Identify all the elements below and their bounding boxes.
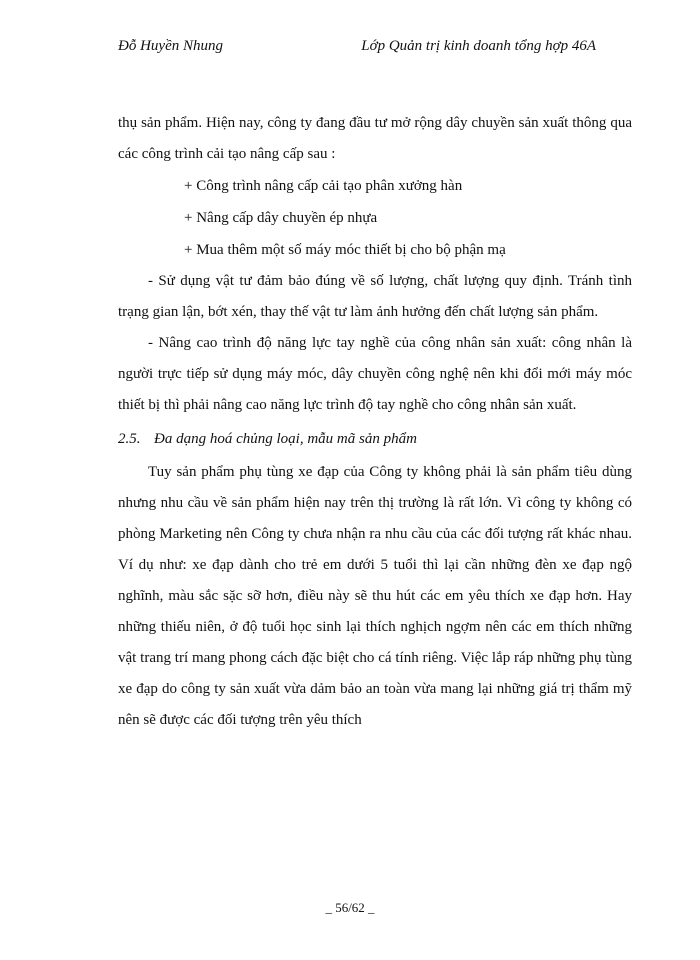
header-author: Đỗ Huyền Nhung [118, 38, 223, 54]
page-number: _ 56/62 _ [325, 900, 375, 915]
page-header [118, 38, 596, 60]
list-item: + Công trình nâng cấp cải tạo phân xưởng hàn [184, 178, 463, 194]
section-heading [118, 421, 632, 457]
list-item: + Mua thêm một số máy móc thiết bị cho bộ phận mạ [184, 242, 506, 258]
paragraph-continuation: thụ sản phẩm. Hiện nay, công ty đang đầu tư mở rộng dây chuyền sản xuất thông qua các công trình cải tạo nâng cấp sau : [118, 115, 632, 162]
section-title: Đa dạng hoá chủng loại, mẫu mã sản phẩm [154, 431, 417, 447]
paragraph-workers: - Nâng cao trình độ năng lực tay nghề của công nhân sản xuất: công nhân là người trực tiếp sử dụng máy móc, dây chuyền công nghệ nên khi đổi mới máy móc thiết bị thì phải nâng cao năng lực trình độ tay nghề cho công nhân sản xuất. [118, 335, 632, 413]
list-item: + Nâng cấp dây chuyền ép nhựa [184, 210, 378, 226]
section-number: 2.5. [118, 431, 141, 447]
paragraph-materials: - Sử dụng vật tư đảm bảo đúng về số lượng, chất lượng quy định. Tránh tình trạng gian lận, bớt xén, thay thế vật tư làm ảnh hưởng đến chất lượng sản phẩm. [118, 273, 632, 320]
document-body [118, 108, 632, 736]
header-class: Lớp Quản trị kinh doanh tổng hợp 46A [361, 38, 596, 54]
paragraph-diversification: Tuy sản phẩm phụ tùng xe đạp của Công ty không phải là sản phẩm tiêu dùng nhưng nhu cầu về sản phẩm hiện nay trên thị trường là rất lớn. Vì công ty không có phòng Marketing nên Công ty chưa nhận ra nhu cầu của các đối tượng rất khác nhau. Ví dụ như: xe đạp dành cho trẻ em dưới 5 tuổi thì lại cần những đèn xe đạp ngộ nghĩnh, màu sắc sặc sỡ hơn, điều này sẽ thu hút các em yêu thích xe đạp hơn. Hay những thiếu niên, ở độ tuổi học sinh lại thích nghịch ngợm nên các em thích những vật trang trí mang phong cách đặc biệt cho cá tính riêng. Việc lắp ráp những phụ tùng xe đạp do công ty sản xuất vừa dảm bảo an toàn vừa mang lại những giá trị thẩm mỹ nên sẽ được các đối tượng trên yêu thích [118, 464, 632, 728]
